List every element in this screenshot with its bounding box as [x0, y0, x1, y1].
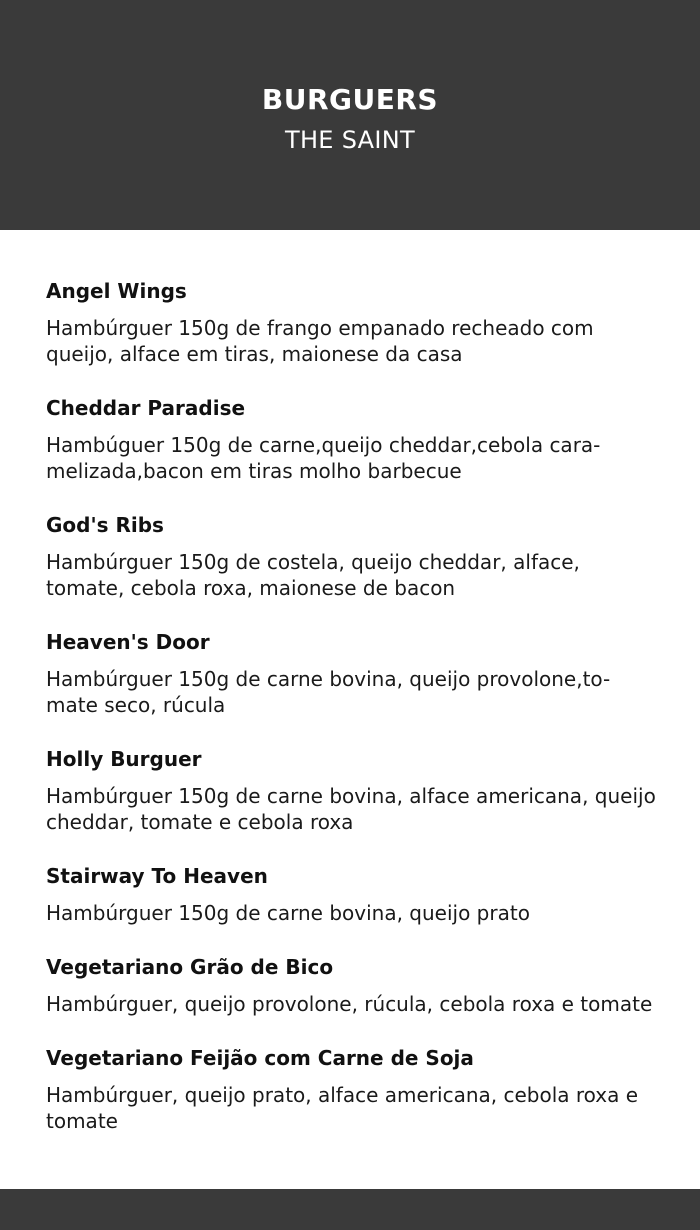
menu-item-description: Hambúrguer, queijo provolone, rúcula, cebola roxa e tomate	[46, 992, 653, 1016]
page-title: BURGUERS	[261, 83, 439, 116]
menu-item-name: God's Ribs	[46, 513, 164, 537]
menu-item-description: Hambúrguer 150g de carne bovina, alface americana, queijo cheddar, tomate e cebola roxa	[46, 784, 656, 834]
menu-item-name: Angel Wings	[46, 279, 187, 303]
restaurant-name: THE SAINT	[285, 126, 415, 154]
menu-item[interactable]	[46, 1044, 656, 1134]
menu-list	[46, 277, 656, 1161]
menu-item[interactable]	[46, 394, 656, 484]
menu-item-description: Hambúrguer 150g de carne bovina, queijo provolone,to-mate seco, rúcula	[46, 667, 611, 717]
menu-item[interactable]	[46, 862, 656, 926]
menu-item[interactable]	[46, 953, 656, 1017]
menu-item[interactable]	[46, 511, 656, 601]
menu-item-name: Vegetariano Feijão com Carne de Soja	[46, 1046, 474, 1070]
menu-item-name: Stairway To Heaven	[46, 864, 268, 888]
menu-item-name: Vegetariano Grão de Bico	[46, 955, 334, 979]
menu-item-description: Hambúrguer, queijo prato, alface americana, cebola roxa e tomate	[46, 1083, 639, 1133]
footer-bar	[0, 1189, 700, 1230]
menu-item-name: Holly Burguer	[46, 747, 202, 771]
menu-item-name: Heaven's Door	[46, 630, 210, 654]
menu-item-description: Hambúguer 150g de carne,queijo cheddar,cebola cara-melizada,bacon em tiras molho barbecue	[46, 433, 601, 483]
menu-item-name: Cheddar Paradise	[46, 396, 246, 420]
menu-item-description: Hambúrguer 150g de costela, queijo cheddar, alface, tomate, cebola roxa, maionese de bacon	[46, 550, 580, 600]
menu-item[interactable]	[46, 745, 656, 835]
menu-item[interactable]	[46, 277, 656, 367]
menu-item-description: Hambúrguer 150g de carne bovina, queijo prato	[46, 901, 530, 925]
menu-item-description: Hambúrguer 150g de frango empanado recheado com queijo, alface em tiras, maionese da casa	[46, 316, 594, 366]
menu-item[interactable]	[46, 628, 656, 718]
menu-header	[0, 0, 700, 230]
